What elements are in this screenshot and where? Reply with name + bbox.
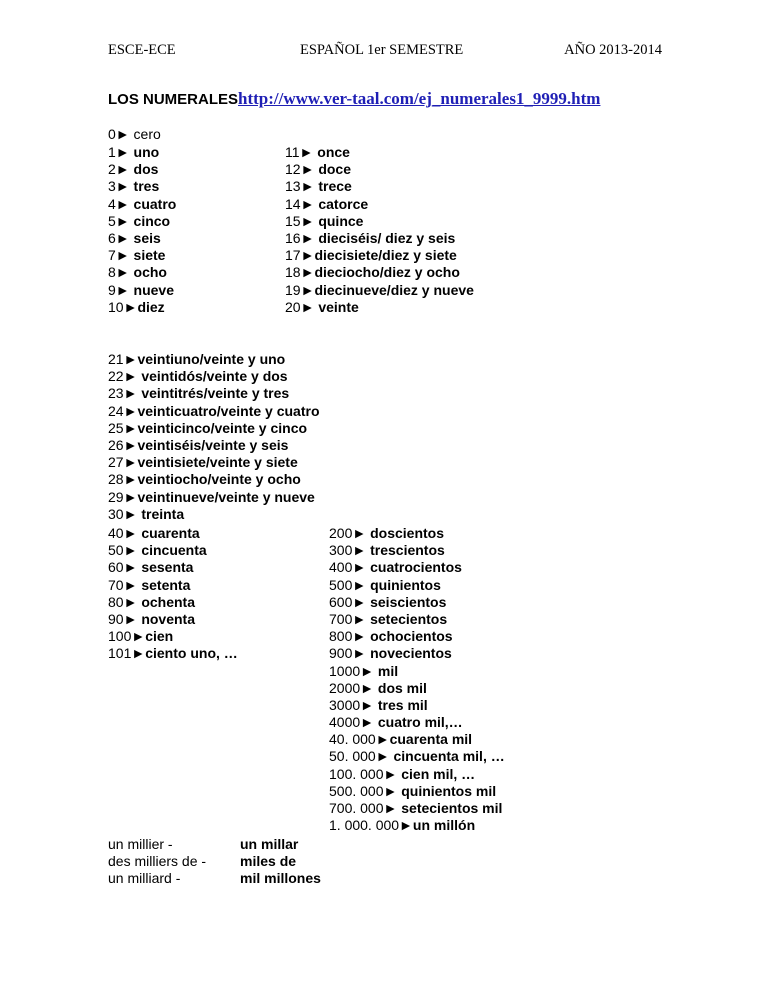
number-entry	[329, 766, 505, 783]
number-entry	[108, 403, 320, 420]
number-entry	[108, 471, 320, 488]
number-word: cuarenta	[141, 525, 200, 541]
number-entry	[285, 299, 474, 316]
number-word: dieciocho/diez y ocho	[314, 264, 460, 281]
number-digit: 26►	[108, 436, 138, 453]
number-entry	[329, 680, 505, 697]
number-digit: 24►	[108, 402, 138, 419]
number-entry	[108, 161, 176, 178]
numbers-1-10	[108, 144, 176, 316]
numbers-tens	[108, 525, 238, 663]
number-entry	[108, 577, 238, 594]
number-entry	[108, 594, 238, 611]
number-word: ocho	[133, 264, 167, 281]
number-digit: 23►	[108, 385, 142, 402]
number-entry	[329, 663, 505, 680]
number-digit: 20►	[285, 298, 319, 315]
number-digit: 22►	[108, 368, 142, 385]
number-entry	[108, 247, 176, 264]
number-word: ochenta	[141, 593, 196, 610]
number-word: ochocientos	[370, 628, 453, 645]
number-word: setecientos mil	[401, 800, 503, 816]
page-header	[108, 42, 662, 62]
number-word: veintinueve/veinte y nueve	[137, 488, 315, 505]
number-entry	[329, 731, 505, 748]
number-digit: 900►	[329, 645, 371, 662]
number-word: novecientos	[370, 645, 452, 662]
header-course: ESPAÑOL 1er SEMESTRE	[300, 42, 464, 58]
number-entry	[108, 454, 320, 471]
number-entry	[329, 611, 505, 628]
number-word: cuarenta mil	[389, 731, 473, 748]
number-digit: 90►	[108, 610, 142, 627]
number-word: doscientos	[370, 525, 445, 541]
number-word: tres mil	[377, 696, 428, 713]
number-word: dos	[133, 161, 159, 178]
number-digit: 8►	[108, 264, 134, 281]
number-word: noventa	[141, 610, 196, 627]
number-word: diecinueve/diez y nueve	[314, 281, 474, 298]
number-digit: 13►	[285, 178, 319, 195]
number-entry	[108, 489, 320, 506]
number-word: quinientos mil	[401, 782, 497, 799]
number-digit: 0►	[108, 126, 134, 142]
number-digit: 16►	[285, 229, 319, 246]
number-digit: 12►	[285, 161, 319, 178]
number-digit: 100►	[108, 628, 146, 645]
number-entry	[108, 144, 176, 161]
number-entry	[108, 525, 238, 542]
number-word: veinte	[318, 298, 359, 315]
number-word: quinientos	[370, 576, 441, 593]
number-digit: 29►	[108, 488, 138, 505]
number-digit: 4000►	[329, 714, 378, 731]
number-digit: 800►	[329, 628, 371, 645]
number-entry	[108, 213, 176, 230]
number-entry	[108, 385, 320, 402]
number-word: cero	[133, 126, 161, 142]
spanish-term: miles de	[240, 853, 297, 870]
number-entry	[329, 748, 505, 765]
number-entry	[329, 525, 505, 542]
number-entry	[108, 542, 238, 559]
translation-entry	[108, 836, 348, 853]
numbers-11-20	[285, 144, 474, 316]
number-digit: 17►	[285, 247, 315, 264]
number-word: mil	[377, 662, 399, 679]
number-word: veintitrés/veinte y tres	[141, 385, 290, 402]
number-digit: 50►	[108, 542, 142, 559]
number-word: cuatrocientos	[370, 559, 462, 576]
french-term: un millier -	[108, 836, 173, 852]
header-school: ESCE-ECE	[108, 42, 176, 58]
number-digit: 100. 000►	[329, 765, 402, 782]
number-word: veintisiete/veinte y siete	[137, 454, 298, 471]
number-entry	[329, 542, 505, 559]
number-digit: 1►	[108, 144, 134, 160]
spanish-term: mil millones	[240, 870, 321, 887]
number-entry	[329, 645, 505, 662]
number-entry	[108, 299, 176, 316]
number-digit: 500►	[329, 576, 371, 593]
number-entry	[108, 126, 161, 143]
number-word: trescientos	[370, 542, 445, 559]
exercise-link[interactable]: http://www.ver-taal.com/ej_numerales1_9999.htm	[238, 89, 601, 108]
number-word: un millón	[412, 817, 476, 834]
numbers-21-30	[108, 351, 320, 523]
number-entry	[108, 420, 320, 437]
number-entry	[285, 282, 474, 299]
number-word: ciento uno, …	[145, 645, 238, 662]
number-word: cuatro mil,…	[377, 714, 463, 731]
numbers-zero	[108, 126, 161, 143]
number-entry	[329, 714, 505, 731]
number-digit: 70►	[108, 576, 142, 593]
number-digit: 14►	[285, 195, 319, 212]
number-word: cien	[145, 628, 174, 645]
number-entry	[108, 368, 320, 385]
number-entry	[108, 559, 238, 576]
number-entry	[329, 817, 505, 834]
number-word: seiscientos	[370, 593, 447, 610]
number-digit: 28►	[108, 471, 138, 488]
number-word: dieciséis/ diez y seis	[318, 229, 456, 246]
spanish-term: un millar	[240, 836, 299, 852]
number-digit: 4►	[108, 195, 134, 212]
number-word: nueve	[133, 281, 175, 298]
number-entry	[329, 594, 505, 611]
number-digit: 700. 000►	[329, 800, 402, 816]
number-word: once	[317, 144, 350, 160]
number-entry	[108, 351, 320, 368]
number-digit: 700►	[329, 610, 371, 627]
number-digit: 300►	[329, 542, 371, 559]
number-digit: 1. 000. 000►	[329, 817, 413, 834]
number-digit: 19►	[285, 281, 315, 298]
number-word: setenta	[141, 576, 191, 593]
number-entry	[108, 178, 176, 195]
number-entry	[329, 559, 505, 576]
number-digit: 5►	[108, 212, 134, 229]
number-word: diez	[137, 298, 165, 315]
number-digit: 500. 000►	[329, 782, 402, 799]
number-digit: 30►	[108, 505, 142, 522]
number-entry	[108, 196, 176, 213]
number-entry	[108, 282, 176, 299]
number-word: veintiuno/veinte y uno	[137, 351, 286, 367]
number-word: catorce	[318, 195, 369, 212]
number-word: setecientos	[370, 610, 448, 627]
number-digit: 1000►	[329, 662, 378, 679]
number-digit: 40. 000►	[329, 731, 390, 748]
french-term: un milliard -	[108, 870, 181, 887]
number-digit: 2000►	[329, 679, 378, 696]
header-year: AÑO 2013-2014	[564, 42, 662, 58]
number-digit: 60►	[108, 559, 142, 576]
number-entry	[285, 213, 474, 230]
number-digit: 200►	[329, 525, 371, 541]
number-entry	[285, 161, 474, 178]
number-word: veintiséis/veinte y seis	[137, 436, 289, 453]
number-word: cuatro	[133, 195, 177, 212]
number-entry	[108, 506, 320, 523]
number-word: diecisiete/diez y siete	[314, 247, 457, 264]
number-word: quince	[318, 212, 364, 229]
number-word: siete	[133, 247, 166, 264]
number-digit: 11►	[285, 144, 318, 160]
number-entry	[108, 628, 238, 645]
number-word: seis	[133, 229, 161, 246]
numbers-hundreds-thousands	[329, 525, 505, 834]
french-term: des milliers de -	[108, 853, 207, 870]
number-digit: 7►	[108, 247, 134, 264]
number-word: uno	[133, 144, 160, 160]
number-digit: 2►	[108, 161, 134, 178]
number-word: trece	[318, 178, 352, 195]
number-digit: 27►	[108, 454, 138, 471]
number-word: dos mil	[377, 679, 427, 696]
number-digit: 600►	[329, 593, 371, 610]
number-digit: 6►	[108, 229, 134, 246]
number-entry	[285, 230, 474, 247]
number-digit: 50. 000►	[329, 748, 394, 765]
number-entry	[108, 645, 238, 662]
number-entry	[329, 800, 505, 817]
number-digit: 3►	[108, 178, 134, 195]
number-digit: 400►	[329, 559, 371, 576]
number-digit: 3000►	[329, 696, 378, 713]
number-digit: 40►	[108, 525, 142, 541]
number-word: doce	[318, 161, 352, 178]
number-word: veintidós/veinte y dos	[141, 368, 288, 385]
number-entry	[329, 697, 505, 714]
number-word: veinticinco/veinte y cinco	[137, 419, 308, 436]
number-digit: 25►	[108, 419, 138, 436]
number-digit: 80►	[108, 593, 142, 610]
page-title	[108, 89, 600, 109]
number-entry	[285, 196, 474, 213]
title-label: LOS NUMERALES	[108, 91, 239, 108]
number-digit: 18►	[285, 264, 315, 281]
translation-list	[108, 836, 348, 888]
number-word: tres	[133, 178, 160, 195]
number-digit: 101►	[108, 645, 146, 662]
number-digit: 9►	[108, 281, 134, 298]
number-entry	[108, 264, 176, 281]
number-word: veintiocho/veinte y ocho	[137, 471, 301, 488]
number-digit: 21►	[108, 351, 138, 367]
number-entry	[285, 178, 474, 195]
number-digit: 10►	[108, 298, 138, 315]
translation-entry	[108, 853, 348, 870]
number-word: cincuenta	[141, 542, 207, 559]
number-word: sesenta	[141, 559, 194, 576]
number-entry	[108, 437, 320, 454]
number-entry	[329, 783, 505, 800]
number-word: cinco	[133, 212, 171, 229]
translation-entry	[108, 870, 348, 887]
number-word: veinticuatro/veinte y cuatro	[137, 402, 320, 419]
number-entry	[285, 247, 474, 264]
number-entry	[329, 628, 505, 645]
number-word: cincuenta mil, …	[393, 748, 505, 765]
number-word: treinta	[141, 505, 185, 522]
number-entry	[285, 264, 474, 281]
number-entry	[108, 230, 176, 247]
number-digit: 15►	[285, 212, 319, 229]
number-entry	[285, 144, 474, 161]
number-entry	[329, 577, 505, 594]
number-word: cien mil, …	[401, 765, 476, 782]
number-entry	[108, 611, 238, 628]
